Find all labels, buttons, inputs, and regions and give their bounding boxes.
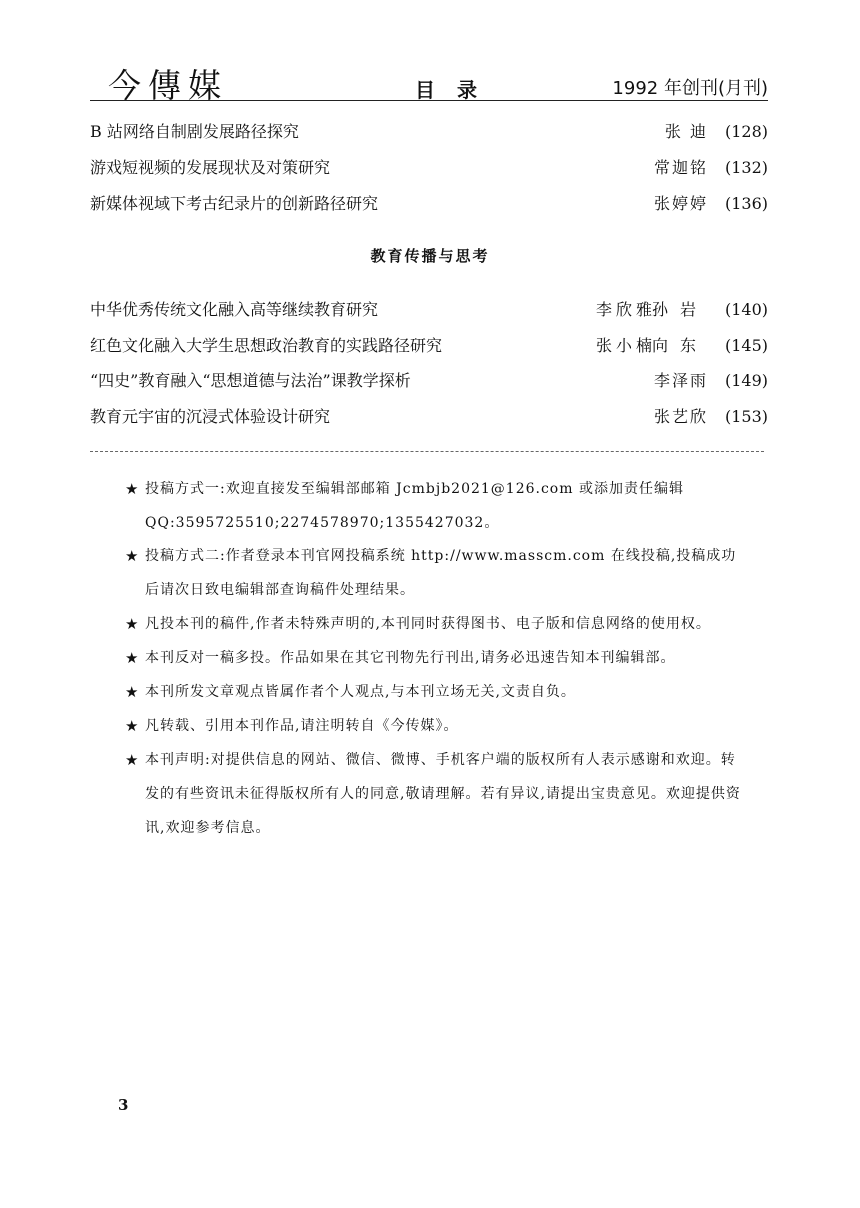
- toc-entry[interactable]: [90, 155, 768, 181]
- article-page: (149): [724, 371, 768, 390]
- article-page: (132): [724, 158, 768, 177]
- page-header: [90, 58, 768, 105]
- article-page: (145): [724, 336, 768, 355]
- article-author: 张婷婷: [653, 194, 708, 213]
- article-title: 新媒体视域下考古纪录片的创新路径研究: [90, 194, 379, 213]
- article-author: 张艺欣: [653, 407, 708, 426]
- article-title: 教育元宇宙的沉浸式体验设计研究: [90, 407, 331, 426]
- article-title: 红色文化融入大学生思想政治教育的实践路径研究: [90, 336, 443, 355]
- notice-text: 本刊反对一稿多投。作品如果在其它刊物先行刊出,请务必迅速告知本刊编辑部。: [145, 650, 676, 666]
- article-coauthor: 孙岩: [651, 300, 708, 319]
- article-author: 李泽雨: [653, 371, 708, 390]
- star-icon: ★: [125, 547, 140, 565]
- toc-entry[interactable]: [90, 368, 768, 394]
- toc-title: 目录: [415, 78, 499, 102]
- article-page: (140): [724, 300, 768, 319]
- notice-item: [125, 472, 745, 540]
- star-icon: ★: [125, 717, 140, 735]
- article-page: (128): [724, 122, 768, 141]
- notice-text: 本刊所发文章观点皆属作者个人观点,与本刊立场无关,文责自负。: [145, 684, 576, 700]
- article-coauthor: 向东: [651, 336, 708, 355]
- notice-item: [125, 641, 745, 675]
- article-author: 张 迪: [664, 122, 708, 141]
- notice-item: [125, 607, 745, 641]
- star-icon: ★: [125, 649, 140, 667]
- notice-text: 凡投本刊的稿件,作者未特殊声明的,本刊同时获得图书、电子版和信息网络的使用权。: [145, 616, 711, 632]
- article-title: 游戏短视频的发展现状及对策研究: [90, 158, 331, 177]
- dashed-divider: [90, 451, 764, 452]
- article-author: 李欣雅: [595, 300, 656, 319]
- article-title: B 站网络自制剧发展路径探究: [90, 122, 299, 141]
- star-icon: ★: [125, 480, 140, 498]
- article-title: “四史”教育融入“思想道德与法治”课教学探析: [90, 371, 411, 390]
- star-icon: ★: [125, 751, 140, 769]
- magazine-logo: 今傳媒: [108, 66, 228, 105]
- article-author: 张小楠: [595, 336, 656, 355]
- article-page: (136): [724, 194, 768, 213]
- star-icon: ★: [125, 615, 140, 633]
- toc-entry[interactable]: [90, 404, 768, 430]
- notice-text: 投稿方式一:欢迎直接发至编辑部邮箱 Jcmbjb2021@126.com 或添加责任编辑 QQ:3595725510;2274578970;1355427032。: [145, 481, 684, 531]
- toc-entry[interactable]: [90, 297, 768, 323]
- notice-item: [125, 539, 745, 607]
- star-icon: ★: [125, 683, 140, 701]
- toc-entry[interactable]: [90, 191, 768, 217]
- notice-text: 凡转载、引用本刊作品,请注明转自《今传媒》。: [145, 718, 459, 734]
- article-title: 中华优秀传统文化融入高等继续教育研究: [90, 300, 379, 319]
- article-page: (153): [724, 407, 768, 426]
- article-author: 常迦铭: [653, 158, 708, 177]
- notice-item: [125, 709, 745, 743]
- notice-item: [125, 675, 745, 709]
- toc-entry[interactable]: [90, 119, 768, 145]
- page-number: 3: [118, 1096, 129, 1114]
- notice-item: [125, 743, 745, 845]
- notice-text: 本刊声明:对提供信息的网站、微信、微博、手机客户端的版权所有人表示感谢和欢迎。转发的有些资讯未征得版权所有人的同意,敬请理解。若有异议,请提出宝贵意见。欢迎提供资讯,欢迎参考信息。: [145, 752, 741, 836]
- section-heading: 教育传播与思考: [370, 247, 490, 265]
- notice-text: 投稿方式二:作者登录本刊官网投稿系统 http://www.masscm.com 在线投稿,投稿成功后请次日致电编辑部查询稿件处理结果。: [145, 548, 737, 598]
- publication-info: 1992 年创刊(月刊): [612, 78, 768, 99]
- toc-entry[interactable]: [90, 333, 768, 359]
